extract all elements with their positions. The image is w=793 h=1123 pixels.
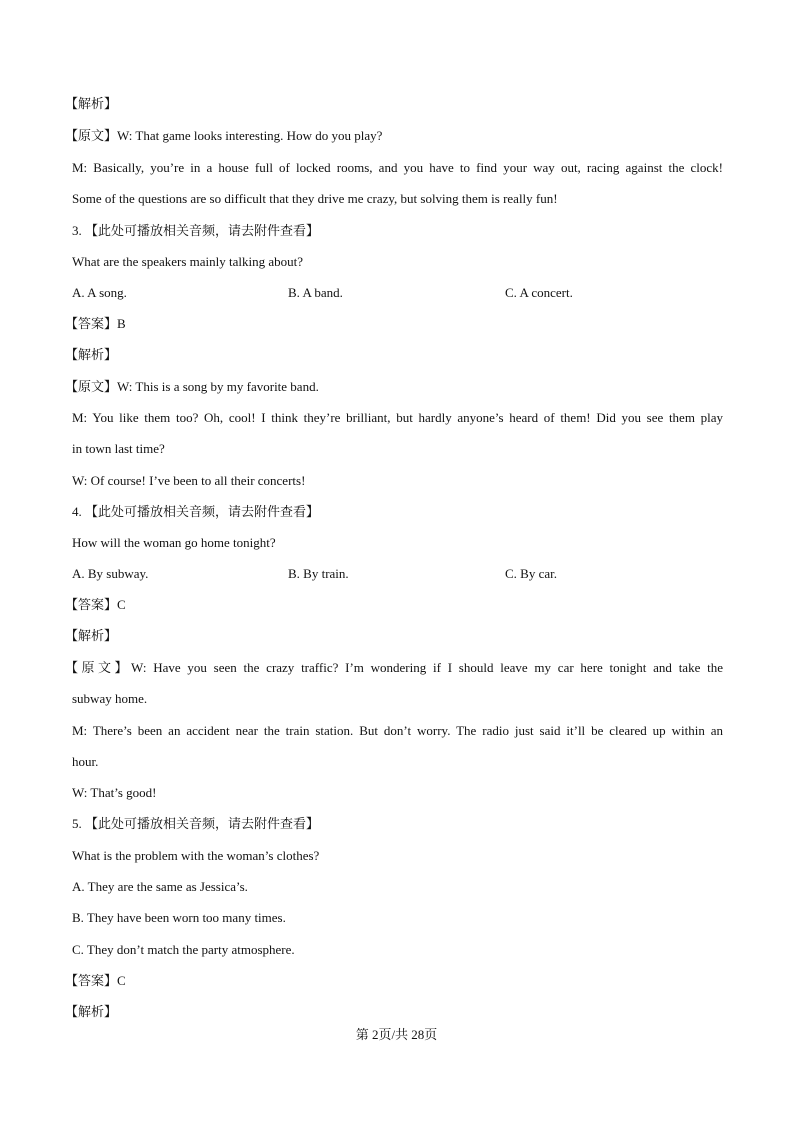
- option-a: A. A song.: [72, 285, 127, 300]
- analysis-label: 【解析】: [65, 347, 118, 362]
- option-a: A. They are the same as Jessica’s.: [72, 879, 248, 894]
- option-b: B. They have been worn too many times.: [72, 910, 286, 925]
- transcript-line: 【原文】W: Have you seen the crazy traffic? I’m wondering if I should leave my car here tonight and take the: [65, 660, 723, 675]
- question-3-text: What are the speakers mainly talking about?: [72, 254, 304, 269]
- analysis-label: 【解析】: [65, 96, 118, 111]
- option-c: C. They don’t match the party atmosphere.: [72, 942, 295, 957]
- transcript-line: W: That’s good!: [72, 785, 157, 800]
- transcript-line: W: Of course! I’ve been to all their concerts!: [72, 473, 306, 488]
- question-4-heading: 4. 【此处可播放相关音频，请去附件查看】: [72, 504, 320, 519]
- transcript-line: 【原文】W: This is a song by my favorite band.: [65, 379, 319, 394]
- option-c: C. By car.: [505, 566, 557, 581]
- transcript-line: hour.: [72, 754, 99, 769]
- transcript-line: M: Basically, you’re in a house full of locked rooms, and you have to find your way out, racing against the clock!: [72, 160, 723, 175]
- transcript-line: subway home.: [72, 691, 148, 706]
- option-b: B. By train.: [288, 566, 349, 581]
- transcript-line: M: You like them too? Oh, cool! I think they’re brilliant, but hardly anyone’s heard of them! Did you see them play: [72, 410, 723, 425]
- transcript-line: M: There’s been an accident near the train station. But don’t worry. The radio just said it’ll be cleared up within an: [72, 723, 723, 738]
- page-number: 第 2页/共 28页: [355, 1027, 438, 1042]
- question-5-heading: 5. 【此处可播放相关音频，请去附件查看】: [72, 816, 320, 831]
- transcript-line: 【原文】W: That game looks interesting. How do you play?: [65, 128, 383, 143]
- analysis-label: 【解析】: [65, 628, 118, 643]
- transcript-line: in town last time?: [72, 441, 165, 456]
- question-3-heading: 3. 【此处可播放相关音频，请去附件查看】: [72, 223, 320, 238]
- analysis-label: 【解析】: [65, 1004, 118, 1019]
- answer-label: 【答案】B: [65, 316, 126, 331]
- transcript-line: Some of the questions are so difficult that they drive me crazy, but solving them is really fun!: [72, 191, 558, 206]
- question-4-text: How will the woman go home tonight?: [72, 535, 276, 550]
- question-5-text: What is the problem with the woman’s clothes?: [72, 848, 320, 863]
- option-a: A. By subway.: [72, 566, 149, 581]
- answer-label: 【答案】C: [65, 597, 126, 612]
- answer-label: 【答案】C: [65, 973, 126, 988]
- option-b: B. A band.: [288, 285, 343, 300]
- option-c: C. A concert.: [505, 285, 573, 300]
